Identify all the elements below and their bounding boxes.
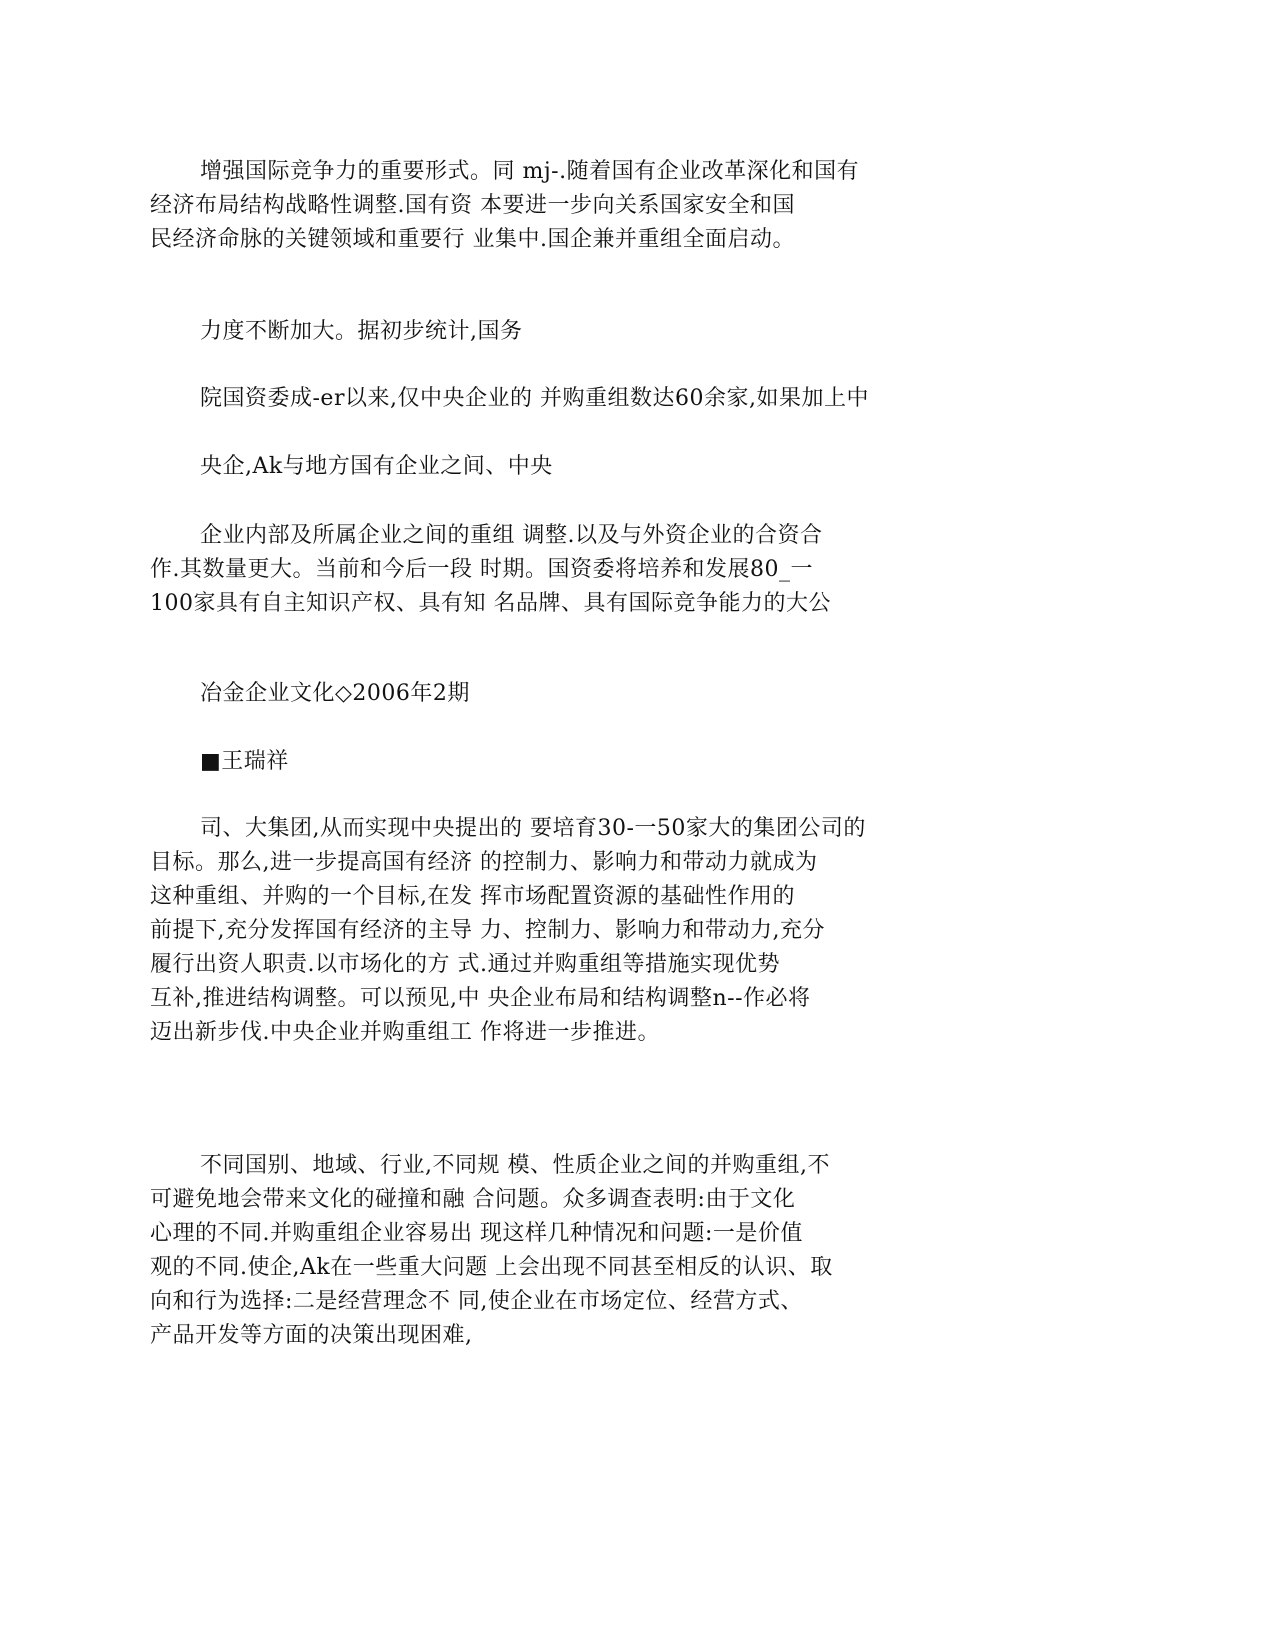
text-line: 民经济命脉的关键领域和重要行 业集中.国企兼并重组全面启动。 xyxy=(150,227,795,252)
paragraph-7 xyxy=(150,1149,940,1353)
text-line: 院国资委成-er以来,仅中央企业的 并购重组数达60余家,如果加上中 xyxy=(200,386,869,411)
text-line: 力度不断加大。据初步统计,国务 xyxy=(200,319,523,344)
journal-footer-line xyxy=(150,677,940,711)
text-line: 互补,推进结构调整。可以预见,中 央企业布局和结构调整n--作必将 xyxy=(150,986,811,1011)
text-line: 可避免地会带来文化的碰撞和融 合问题。众多调查表明:由于文化 xyxy=(150,1187,796,1212)
text-line: 前提下,充分发挥国有经济的主导 力、控制力、影响力和带动力,充分 xyxy=(150,918,825,943)
paragraph-1 xyxy=(150,155,940,257)
paragraph-5 xyxy=(150,519,940,621)
text-line: 心理的不同.并购重组企业容易出 现这样几种情况和问题:一是价值 xyxy=(150,1221,803,1246)
text-line: 目标。那么,进一步提高国有经济 的控制力、影响力和带动力就成为 xyxy=(150,850,818,875)
text-line: 作.其数量更大。当前和今后一段 时期。国资委将培养和发展80_一 xyxy=(150,557,813,582)
author-name: ■王瑞祥 xyxy=(200,749,289,774)
text-line: 观的不同.使企,Ak在一些重大问题 上会出现不同甚至相反的认识、取 xyxy=(150,1255,833,1280)
paragraph-2 xyxy=(150,315,940,349)
text-line: 增强国际竞争力的重要形式。同 mj-.随着国有企业改革深化和国有 xyxy=(200,159,860,184)
text-line: 这种重组、并购的一个目标,在发 挥市场配置资源的基础性作用的 xyxy=(150,884,795,909)
text-line: 司、大集团,从而实现中央提出的 要培育30-一50家大的集团公司的 xyxy=(200,816,866,841)
text-line: 央企,Ak与地方国有企业之间、中央 xyxy=(200,454,553,479)
paragraph-3 xyxy=(150,382,940,416)
paragraph-6 xyxy=(150,812,940,1050)
paragraph-4 xyxy=(150,450,940,484)
journal-issue-label: 冶金企业文化◇2006年2期 xyxy=(200,681,470,706)
text-line: 履行出资人职责.以市场化的方 式.通过并购重组等措施实现优势 xyxy=(150,952,780,977)
text-line: 迈出新步伐.中央企业并购重组工 作将进一步推进。 xyxy=(150,1020,660,1045)
text-line: 经济布局结构战略性调整.国有资 本要进一步向关系国家安全和国 xyxy=(150,193,795,218)
text-line: 100家具有自主知识产权、具有知 名品牌、具有国际竞争能力的大公 xyxy=(150,591,831,616)
text-line: 企业内部及所属企业之间的重组 调整.以及与外资企业的合资合 xyxy=(200,523,823,548)
author-line xyxy=(150,745,940,779)
text-line: 不同国别、地域、行业,不同规 模、性质企业之间的并购重组,不 xyxy=(200,1153,830,1178)
text-line: 向和行为选择:二是经营理念不 同,使企业在市场定位、经营方式、 xyxy=(150,1289,803,1314)
text-line: 产品开发等方面的决策出现困难, xyxy=(150,1323,473,1348)
